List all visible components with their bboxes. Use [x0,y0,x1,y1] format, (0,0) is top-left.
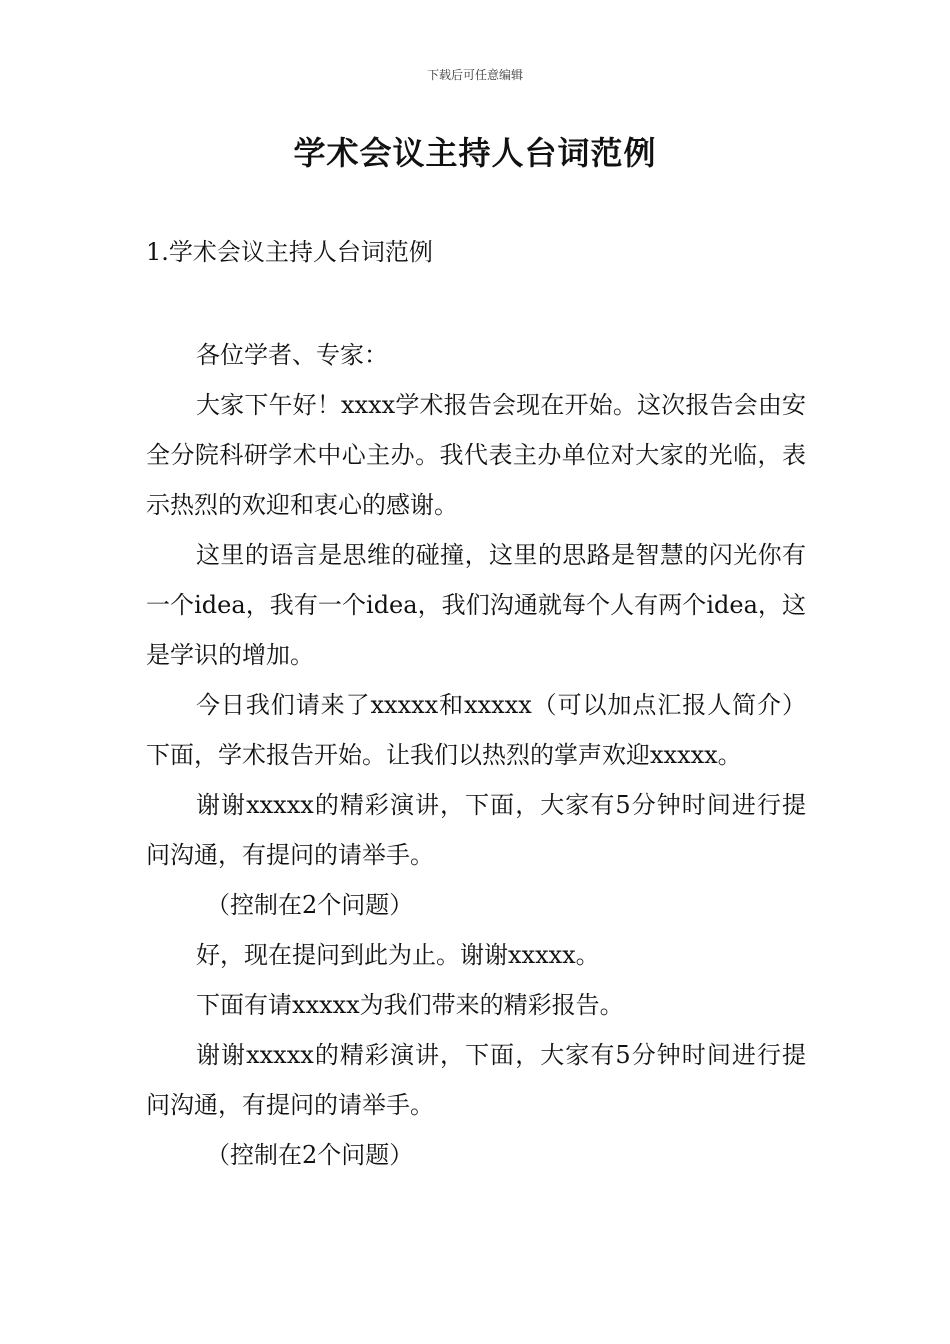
paragraph-next-speaker: 下面有请xxxxx为我们带来的精彩报告。 [196,991,624,1019]
document-title: 学术会议主持人台词范例 [293,134,657,172]
paragraph-question-limit: （控制在2个问题） [206,891,414,919]
paragraph-end-questions: 好，现在提问到此为止。谢谢xxxxx。 [196,941,600,969]
paragraph-opening: 大家下午好！xxxx学术报告会现在开始。这次报告会由安全分院科研学术中心主办。我代表主办单位对大家的光临，表示热烈的欢迎和衷心的感谢。 [146,391,806,519]
paragraph-salutation: 各位学者、专家： [196,341,388,369]
paragraph-thanks-questions: 谢谢xxxxx的精彩演讲，下面，大家有5分钟时间进行提问沟通，有提问的请举手。 [146,791,806,869]
paragraph-introduce-speakers: 今日我们请来了xxxxx和xxxxx（可以加点汇报人简介）下面，学术报告开始。让我们以热烈的掌声欢迎xxxxx。 [146,691,806,769]
paragraph-ideas: 这里的语言是思维的碰撞，这里的思路是智慧的闪光你有一个idea，我有一个idea，我们沟通就每个人有两个idea，这是学识的增加。 [146,541,806,669]
body-text [146,330,806,1180]
header-note: 下载后可任意编辑 [426,68,523,82]
paragraph-question-limit-2: （控制在2个问题） [206,1141,414,1169]
section-heading: 1.学术会议主持人台词范例 [146,238,433,266]
paragraph-thanks-questions-2: 谢谢xxxxx的精彩演讲，下面，大家有5分钟时间进行提问沟通，有提问的请举手。 [146,1041,806,1119]
